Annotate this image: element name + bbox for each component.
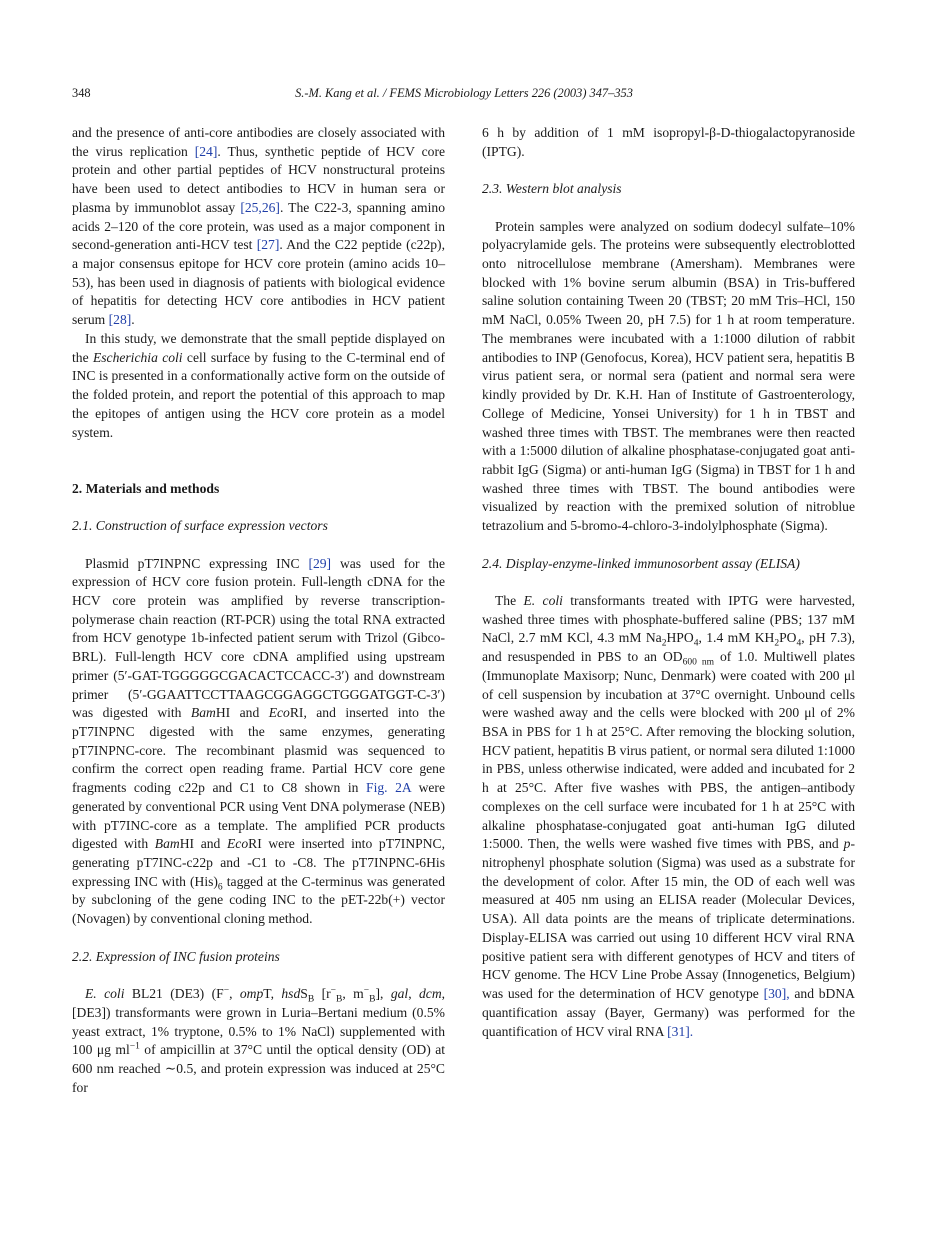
intro-paragraph-2: In this study, we demonstrate that the small peptide displayed on the Escherichia coli cell surface by fusing to the C-terminal end of INC is presented in a conformationally active form on the outside of the folded protein, and report the potential of this approach to map the epitopes of antigen using the HCV core protein as a model system. <box>72 330 445 440</box>
running-header <box>72 86 856 106</box>
intro-paragraph-1: and the presence of anti-core antibodies are closely associated with the virus replication [24]. Thus, synthetic peptide of HCV core protein and other partial peptides of HCV nonstructural proteins have been used to detect antibodies to HCV in human sera or plasma by immunoblot assay [25,26]. The C22-3, spanning amino acids 2–120 of the core protein, was used as a major component in second-generation anti-HCV test [27]. And the C22 peptide (c22p), a major consensus epitope for HCV core protein (amino acids 10–53), has been used in diagnosis of patients with biological evidence of hepatitis for detecting HCV core antibodies in HCV patient serum [28]. <box>72 125 445 328</box>
ref-link-31[interactable]: [31]. <box>667 1023 694 1039</box>
subsection-heading-2-1: 2.1. Construction of surface expression vectors <box>72 518 328 534</box>
journal-citation: S.-M. Kang et al. / FEMS Microbiology Letters 226 (2003) 347–353 <box>295 86 633 100</box>
paragraph-construction: Plasmid pT7INPNC expressing INC [29] was used for the expression of HCV core fusion protein. Full-length cDNA for the HCV core protein was amplified by reverse transcription-polymerase chain reaction (RT-PCR) using the total RNA extracted from HCV genotype 1b-infected patient serum with Trizol (Gibco-BRL). Full-length HCV core cDNA amplified using upstream primer (5′-GAT-TGGGGGCGACACTCCACC-3′) and downstream primer (5′-GGAATTCCTTAAGCGGAGGCTGGGATGGT-C-3′) was digested with BamHI and EcoRI, and inserted into the pT7INPNC digested with the same enzymes, generating pT7INPNC-core. The recombinant plasmid was sequenced to confirm the correct open reading frame. Partial HCV core gene fragments coding c22p and C1 to C8 shown in Fig. 2A were generated by conventional PCR using Vent DNA polymerase (NEB) with pT7INC-core as a template. The amplified PCR products digested with BamHI and EcoRI were inserted into pT7INPNC, generating pT7INC-c22p and -C1 to -C8. The pT7INPNC-6His expressing INC with $(His)_6$ tagged at the C-terminus was generated by subcloning of the gene coding INC to the pET-22b(+) vector (Novagen) by conventional cloning method. <box>72 555 445 927</box>
section-heading-materials-methods: 2. Materials and methods <box>72 480 220 496</box>
ref-link-27[interactable]: [27] <box>256 237 280 253</box>
paragraph-elisa: The E. coli transformants treated with IPTG were harvested, washed three times with phosphate-buffered saline (PBS; 137 mM NaCl, 2.7 mM KCl, 4.3 mM $Na_2HPO_4$, 1.4 mM $KH_2PO_4$, pH 7.3), and resuspended in PBS to an $OD_{600 nm}$ of 1.0. Multiwell plates (Immunoplate Maxisorp; Nunc, Denmark) were coated with 200 μl of cell suspension by incubation at 37°C overnight. Unbound cells were washed away and the cells were blocked with 200 μl of 2% BSA in PBS for 1 h at 25°C. After removing the blocking solution, HCV patient, hepatitis B virus patient, or normal sera diluted 1:1000 in PBS, unless otherwise indicated, were added and incubated for 2 h at 25°C. After five washes with PBS, the antigen–antibody complexes on the cell surface were incubated for 1 h at 25°C with alkaline phosphatase-conjugated goat anti-human IgG diluted 1:5000. Then, the wells were washed five times with PBS, and p-nitrophenyl phosphate solution (Sigma) was used as a substrate for the development of color. After 15 min, the OD of each well was measured at 405 nm using an ELISA reader (Molecular Devices, USA). All data points are the means of triplicate determinations. Display-ELISA was carried out using 10 different HCV viral RNA positive patient sera with different genotypes of HCV and titers of HCV genome. The HCV Line Probe Assay (Innogenetics, Belgium) was used for the determination of HCV genotype [30], and bDNA quantification assay (Bayer, Germany) was performed for the quantification of HCV viral RNA [31]. <box>482 592 855 1039</box>
subsection-heading-2-4: 2.4. Display-enzyme-linked immunosorbent assay (ELISA) <box>482 555 800 571</box>
right-column <box>482 124 855 1041</box>
ref-link-28[interactable]: [28] <box>108 312 132 328</box>
page-number: 348 <box>72 86 91 100</box>
ref-link-24[interactable]: [24] <box>194 143 218 159</box>
ref-link-25-26[interactable]: [25,26] <box>240 199 280 215</box>
ref-link-30[interactable]: [30], <box>763 986 790 1002</box>
ref-link-29[interactable]: [29] <box>308 555 332 571</box>
subsection-heading-2-2: 2.2. Expression of INC fusion proteins <box>72 948 280 964</box>
left-column <box>72 124 445 1097</box>
paragraph-western-blot: Protein samples were analyzed on sodium dodecyl sulfate–10% polyacrylamide gels. The proteins were subsequently electroblotted onto nitrocellulose membrane (Amersham). Membranes were blocked with 1% bovine serum albumin (BSA) in Tris-buffered saline solution containing Tween 20 (TBST; 20 mM Tris–HCl, 150 mM NaCl, 0.05% Tween 20, pH 7.5) for 1 h at room temperature. The membranes were incubated with a 1:1000 dilution of rabbit antibodies to INP (Genofocus, Korea), HCV patient sera, hepatitis B virus patient sera, or normal sera (patient and normal sera were kindly provided by Dr. K.H. Han of Institute of Gastroenterology, College of Medicine, Yonsei University) for 1 h in TBST and washed three times with TBST. The membranes were then reacted with a 1:5000 dilution of alkaline phosphatase-conjugated goat anti-rabbit IgG (Sigma) or anti-human IgG (Sigma) in TBST for 1 h and washed three times with TBST. The bound antibodies were visualized by reaction with the premixed solution of nitroblue tetrazolium and 5-bromo-4-chloro-3-indolylphosphate (Sigma). <box>482 218 855 534</box>
subsection-heading-2-3: 2.3. Western blot analysis <box>482 181 622 197</box>
paragraph-expression-continued: 6 h by addition of 1 mM isopropyl-β-D-thiogalactopyranoside (IPTG). <box>482 125 855 159</box>
paragraph-expression: E. coli BL21 (DE3) (F−, ompT, hsdS$_B$ [$r^-_B$, $m^-_B$], gal, dcm, [DE3]) transformants were grown in Luria–Bertani medium (0.5% yeast extract, 1% tryptone, 0.5% to 1% NaCl) supplemented with 100 μg $ml^{-1}$ of ampicillin at 37°C until the optical density (OD) at 600 nm reached ∼0.5, and protein expression was induced at 25°C for <box>72 985 446 1095</box>
figure-link-2a[interactable]: Fig. 2A <box>366 780 411 796</box>
